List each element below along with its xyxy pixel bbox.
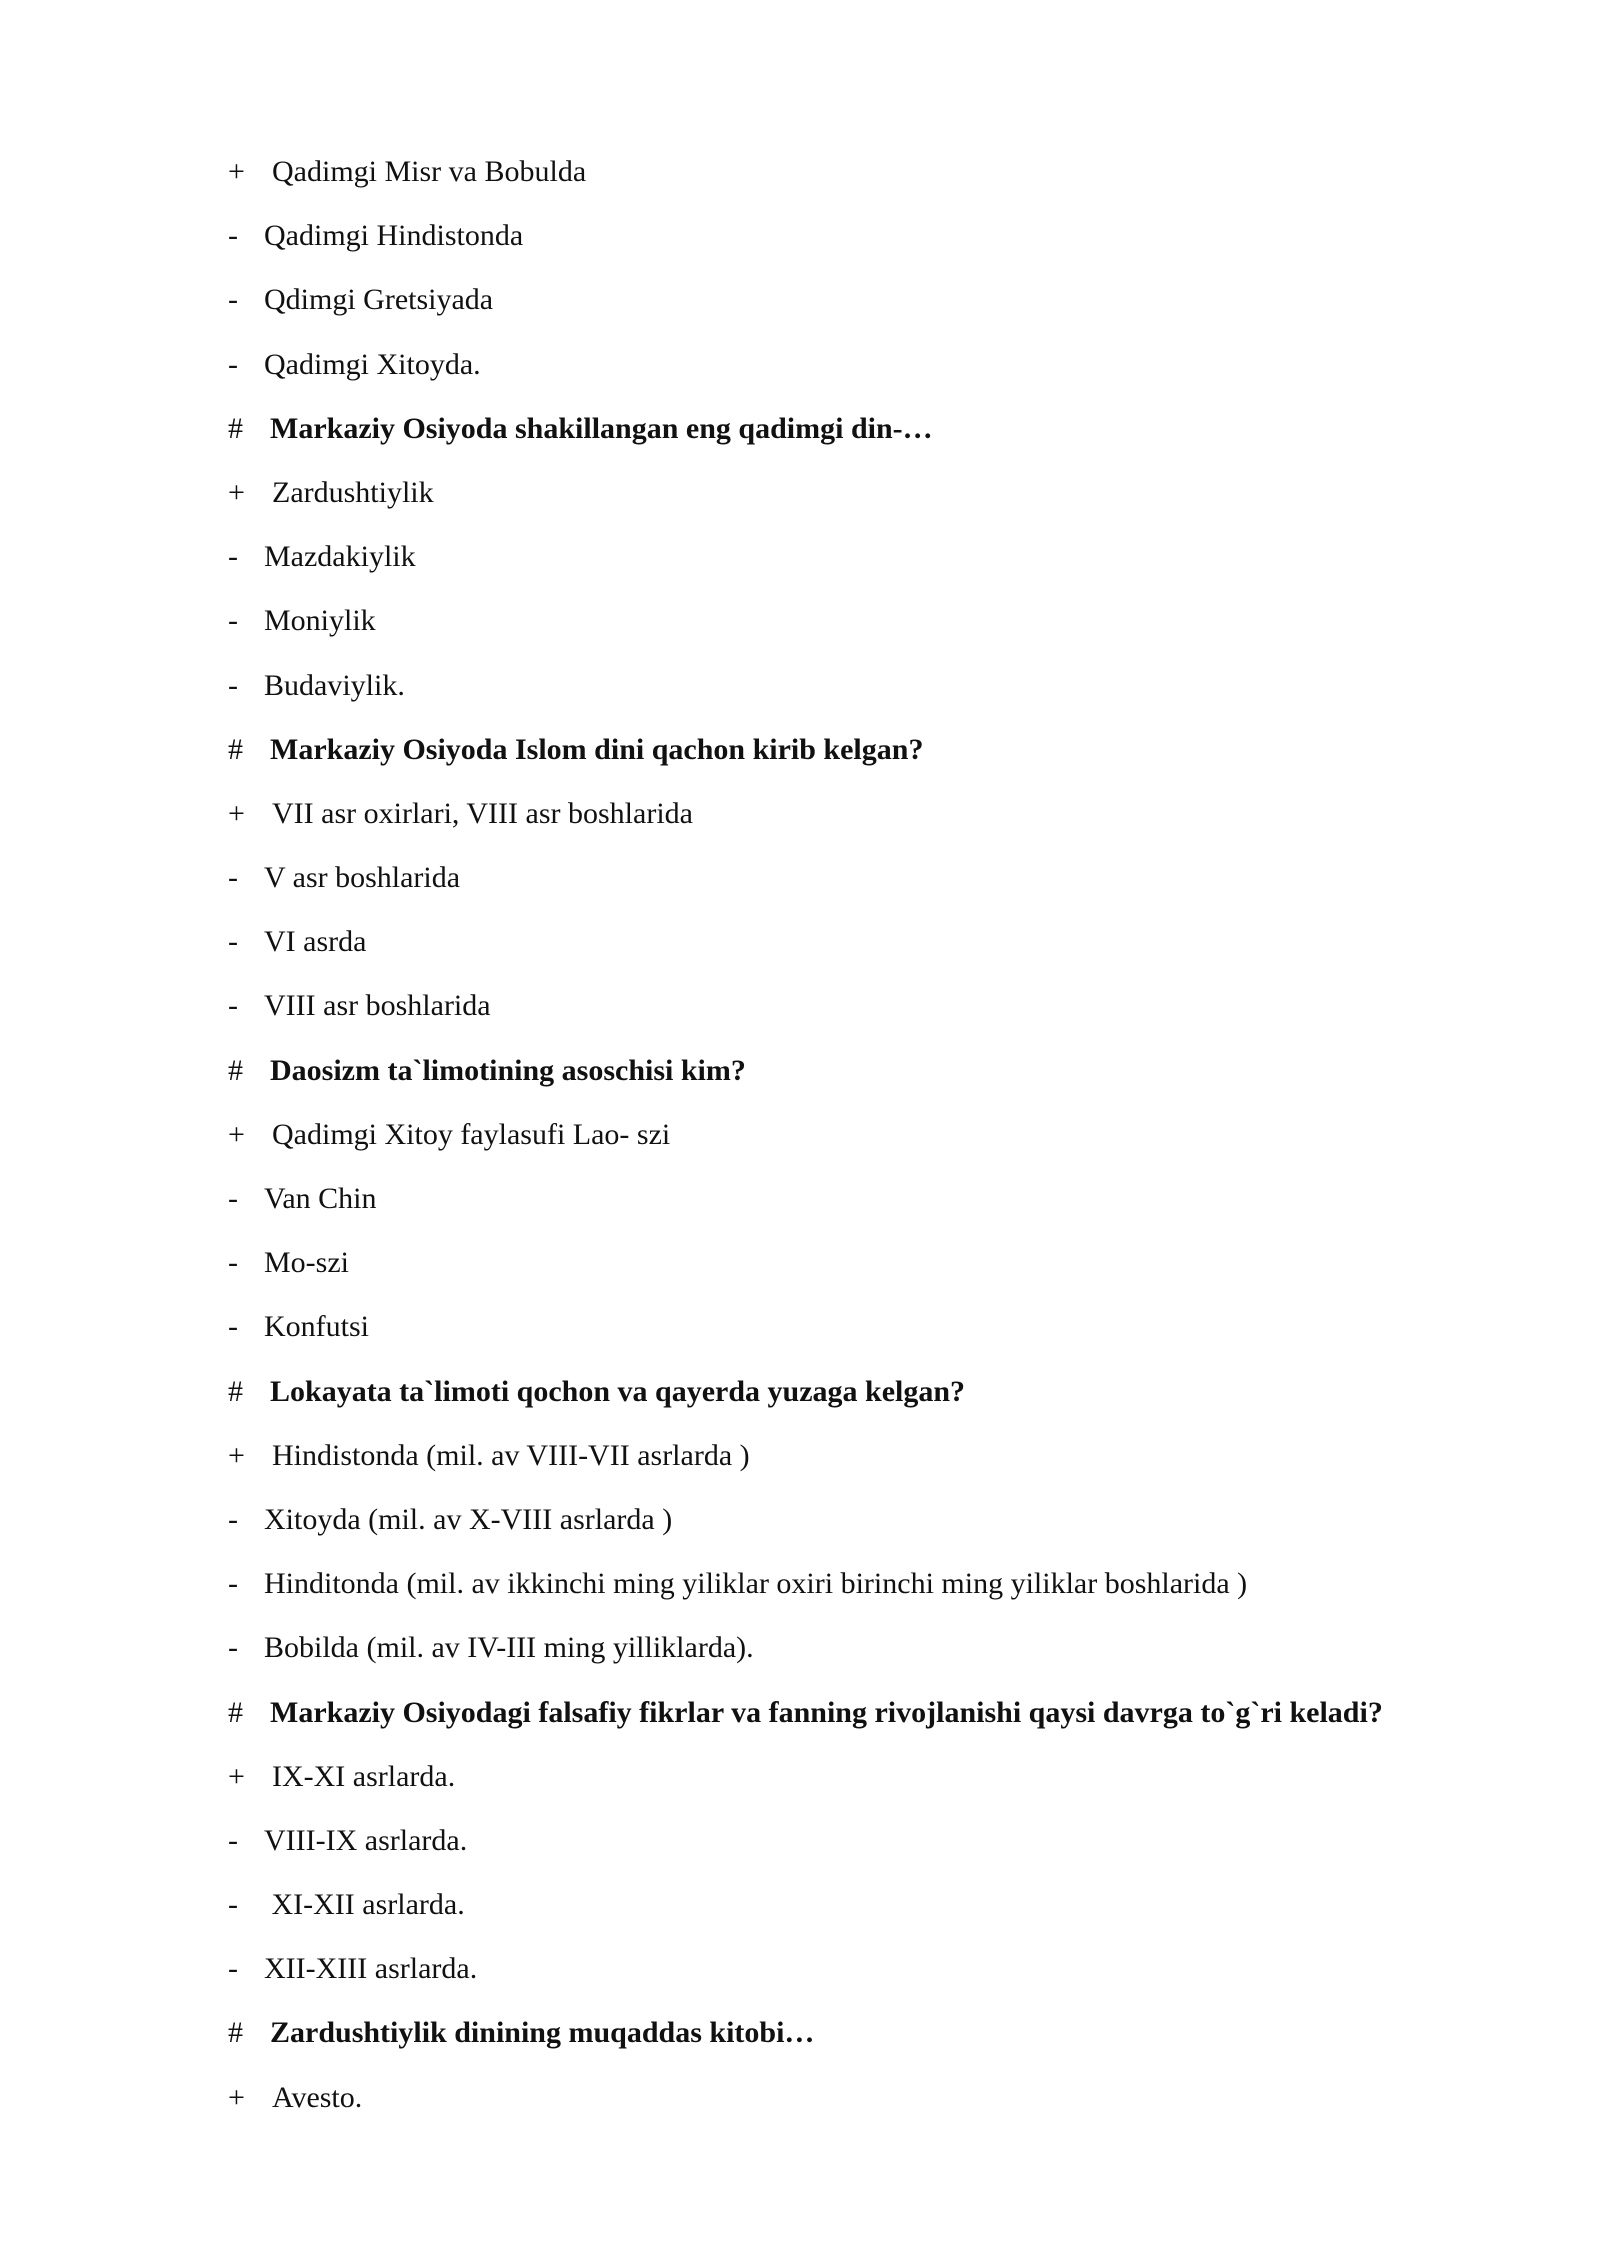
question-line bbox=[228, 2011, 1528, 2075]
line-text: Qadimgi Misr va Bobulda bbox=[272, 155, 587, 188]
line-marker: - bbox=[228, 219, 238, 253]
line-text: VI asrda bbox=[264, 925, 367, 959]
answer-line bbox=[228, 856, 1528, 920]
line-marker: - bbox=[228, 1182, 238, 1215]
line-text: Markaziy Osiyoda Islom dini qachon kirib kelgan? bbox=[270, 732, 924, 766]
answer-line bbox=[228, 1883, 1528, 1947]
line-text: XII-XIII asrlarda. bbox=[264, 1952, 478, 1986]
correct-answer-line bbox=[228, 471, 1528, 535]
line-text: Konfutsi bbox=[264, 1310, 369, 1344]
correct-answer-line bbox=[228, 1434, 1528, 1498]
line-marker: # bbox=[228, 1374, 243, 1408]
line-text: IX-XI asrlarda. bbox=[272, 1759, 456, 1793]
line-marker: - bbox=[228, 1631, 238, 1665]
line-marker: - bbox=[228, 347, 238, 381]
question-line bbox=[228, 728, 1528, 792]
answer-line bbox=[228, 664, 1528, 728]
line-marker: + bbox=[228, 155, 245, 188]
line-text: Qadimgi Xitoyda. bbox=[264, 347, 481, 381]
line-text: Hindistonda (mil. av VIII-VII asrlarda ) bbox=[272, 1438, 750, 1472]
correct-answer-line bbox=[228, 1113, 1528, 1177]
line-text: Mazdakiylik bbox=[264, 540, 416, 574]
line-text: Bobilda (mil. av IV-III ming yilliklarda). bbox=[264, 1631, 754, 1665]
line-marker: + bbox=[228, 475, 245, 509]
line-text: Markaziy Osiyoda shakillangan eng qadimgi din-… bbox=[270, 411, 933, 445]
line-marker: - bbox=[228, 1246, 238, 1280]
answer-line bbox=[228, 1626, 1528, 1690]
line-marker: + bbox=[228, 1759, 245, 1793]
answer-line bbox=[228, 214, 1528, 278]
answer-line bbox=[228, 1819, 1528, 1883]
line-marker: - bbox=[228, 861, 238, 895]
line-marker: - bbox=[228, 1310, 238, 1344]
answer-line bbox=[228, 1562, 1528, 1626]
line-marker: - bbox=[228, 1888, 238, 1922]
line-text: Lokayata ta`limoti qochon va qayerda yuzaga kelgan? bbox=[270, 1374, 966, 1408]
answer-line bbox=[228, 343, 1528, 407]
line-text: Zardushtiylik dinining muqaddas kitobi… bbox=[270, 2016, 815, 2050]
line-marker: - bbox=[228, 1567, 238, 1601]
line-marker: + bbox=[228, 2080, 245, 2114]
quiz-lines bbox=[228, 150, 1528, 2140]
answer-line bbox=[228, 1177, 1528, 1241]
line-text: VIII-IX asrlarda. bbox=[264, 1823, 468, 1857]
line-marker: # bbox=[228, 732, 243, 766]
line-marker: - bbox=[228, 604, 238, 638]
answer-line bbox=[228, 920, 1528, 984]
question-line bbox=[228, 1370, 1528, 1434]
answer-line bbox=[228, 599, 1528, 663]
line-text: Avesto. bbox=[272, 2080, 363, 2114]
line-marker: + bbox=[228, 1438, 245, 1472]
correct-answer-line bbox=[228, 1755, 1528, 1819]
answer-line bbox=[228, 1305, 1528, 1369]
line-marker: # bbox=[228, 2016, 243, 2050]
question-line bbox=[228, 407, 1528, 471]
question-line bbox=[228, 1049, 1528, 1113]
line-text: VII asr oxirlari, VIII asr boshlarida bbox=[272, 796, 693, 830]
answer-line bbox=[228, 535, 1528, 599]
line-text: Xitoyda (mil. av X-VIII asrlarda ) bbox=[264, 1502, 673, 1536]
correct-answer-line bbox=[228, 792, 1528, 856]
answer-line bbox=[228, 278, 1528, 342]
line-marker: # bbox=[228, 1053, 243, 1087]
correct-answer-line bbox=[228, 2076, 1528, 2140]
line-text: Zardushtiylik bbox=[272, 475, 434, 509]
question-line bbox=[228, 1691, 1528, 1755]
line-marker: - bbox=[228, 1502, 238, 1536]
line-text: Budaviylik. bbox=[264, 668, 405, 702]
line-marker: - bbox=[228, 1823, 238, 1857]
line-text: Daosizm ta`limotining asoschisi kim? bbox=[270, 1053, 746, 1087]
line-marker: - bbox=[228, 540, 238, 574]
answer-line bbox=[228, 1498, 1528, 1562]
line-marker: - bbox=[228, 989, 238, 1023]
line-marker: - bbox=[228, 668, 238, 702]
line-text: Mo-szi bbox=[264, 1246, 349, 1280]
line-marker: - bbox=[228, 1952, 238, 1986]
answer-line bbox=[228, 1947, 1528, 2011]
answer-line bbox=[228, 984, 1528, 1048]
line-marker: + bbox=[228, 796, 245, 830]
line-marker: # bbox=[228, 1695, 243, 1729]
line-marker: + bbox=[228, 1117, 245, 1151]
line-text: Van Chin bbox=[264, 1182, 377, 1215]
line-text: Hinditonda (mil. av ikkinchi ming yiliklar oxiri birinchi ming yiliklar boshlarida ) bbox=[264, 1567, 1248, 1601]
line-text: Moniylik bbox=[264, 604, 376, 638]
line-marker: - bbox=[228, 283, 238, 317]
answer-line bbox=[228, 1241, 1528, 1305]
line-text: Qadimgi Xitoy faylasufi Lao- szi bbox=[272, 1117, 671, 1151]
line-text: V asr boshlarida bbox=[264, 861, 461, 895]
line-text: Markaziy Osiyodagi falsafiy fikrlar va fanning rivojlanishi qaysi davrga to`g`ri keladi? bbox=[270, 1695, 1383, 1729]
line-marker: # bbox=[228, 411, 243, 445]
correct-answer-line bbox=[228, 150, 1528, 214]
line-text: VIII asr boshlarida bbox=[264, 989, 491, 1023]
line-marker: - bbox=[228, 925, 238, 959]
line-text: XI-XII asrlarda. bbox=[264, 1888, 465, 1922]
line-text: Qadimgi Hindistonda bbox=[264, 219, 524, 253]
line-text: Qdimgi Gretsiyada bbox=[264, 283, 494, 317]
